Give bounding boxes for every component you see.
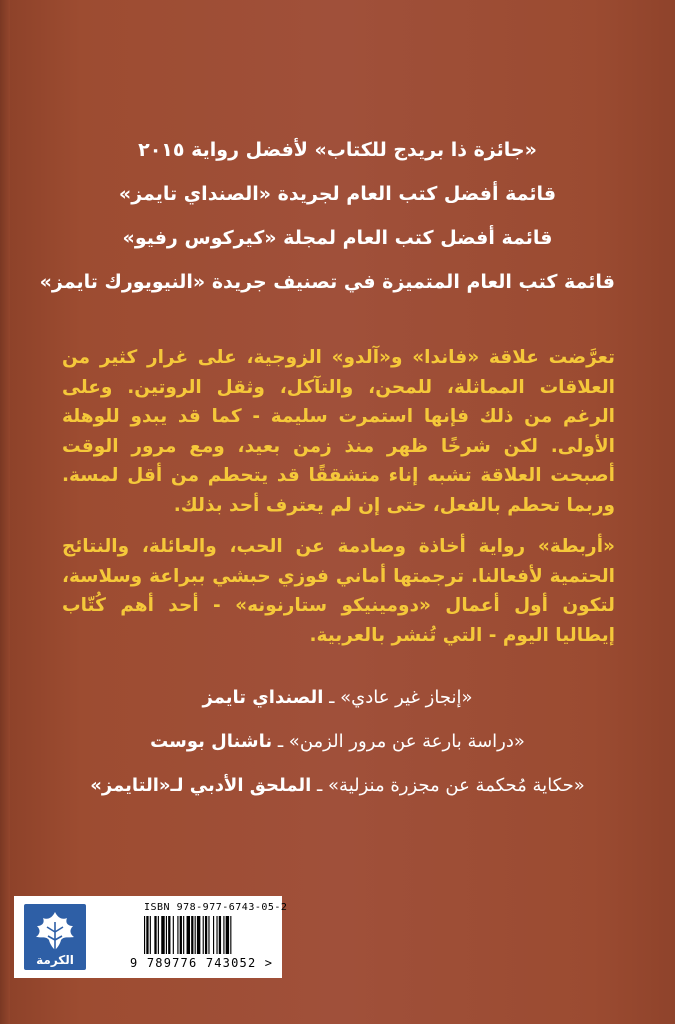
barcode-bar [216,916,217,954]
barcode-bar [205,916,207,954]
publisher-name: الكرمة [36,953,74,967]
barcode-bar [213,916,214,954]
barcode-bars [144,916,268,954]
book-description [62,343,615,662]
barcode-bar [203,916,204,954]
quote-text: «دراسة بارعة عن مرور الزمن» ـ [272,731,525,752]
barcode-bar [197,916,200,954]
publisher-logo [24,904,86,970]
ean-digits: 9 789776 743052 > [130,956,274,970]
barcode-bar [158,916,159,954]
barcode-bar [191,916,193,954]
barcode-bar [226,916,229,954]
quote-source: الصنداي تايمز [202,687,324,708]
barcode-bar [161,916,164,954]
barcode-panel [14,896,288,978]
quote-text: «حكاية مُحكمة عن مجزرة منزلية» ـ [311,775,585,796]
quote-source: الملحق الأدبي لـ«التايمز» [90,775,312,796]
barcode-bar [230,916,231,954]
award-line: قائمة كتب العام المتميزة في تصنيف جريدة «النيويورك تايمز» [39,271,615,293]
barcode-bar [180,916,182,954]
award-line: قائمة أفضل كتب العام لجريدة «الصنداي تايمز» [118,183,557,205]
barcode-bar [173,916,174,954]
barcode-bar [146,916,148,954]
barcode-bar [144,916,145,954]
barcode-bar [183,916,184,954]
isbn-text: ISBN 978-977-6743-05-2 [144,902,288,913]
vine-leaf-icon [24,906,86,954]
barcode-bar [166,916,167,954]
award-line: «جائزة ذا بريدج للكتاب» لأفضل رواية ٢٠١٥ [138,139,537,161]
description-paragraph: «أربطة» رواية أخاذة وصادمة عن الحب، والعائلة، والنتائج الحتمية لأفعالنا. ترجمتها أماني فوزي حبشي ببراعة وسلاسة، لتكون أول أعمال «دومينيكو ستارنونه» - أحد أهم كُتّاب إيطاليا اليوم - التي تُنشر بالعربية. [62,536,615,646]
award-line: قائمة أفضل كتب العام لمجلة «كيركوس رفيو» [122,227,553,249]
barcode-bar [177,916,178,954]
awards-list [39,128,615,304]
review-quote [60,720,615,764]
barcode-bar [187,916,190,954]
description-paragraph: تعرَّضت علاقة «فاندا» و«آلدو» الزوجية، على غرار كثير من العلاقات المماثلة، للمحن، والتآكل، وثقل الروتين. وعلى الرغم من ذلك فإنها استمرت سليمة - كما قد يبدو للوهلة الأولى. لكن شرخًا ظهر منذ زمن بعيد، ومع مرور الوقت أصبحت العلاقة تشبه إناء متشققًا قد يتحطم من أقل لمسة. وربما تحطم بالفعل، حتى إن لم يعترف أحد بذلك. [62,347,615,516]
spine-edge [0,0,10,1024]
barcode-bar [195,916,196,954]
barcode-bar [150,916,151,954]
quote-source: ناشنال بوست [150,731,273,752]
barcode-bar [168,916,170,954]
barcode-bar [223,916,224,954]
review-quote [60,764,615,808]
review-quote [60,676,615,720]
review-quotes [60,676,615,808]
barcode-bar [154,916,156,954]
quote-text: «إنجاز غير عادي» ـ [323,687,473,708]
barcode-bar [219,916,221,954]
barcode-bar [208,916,209,954]
